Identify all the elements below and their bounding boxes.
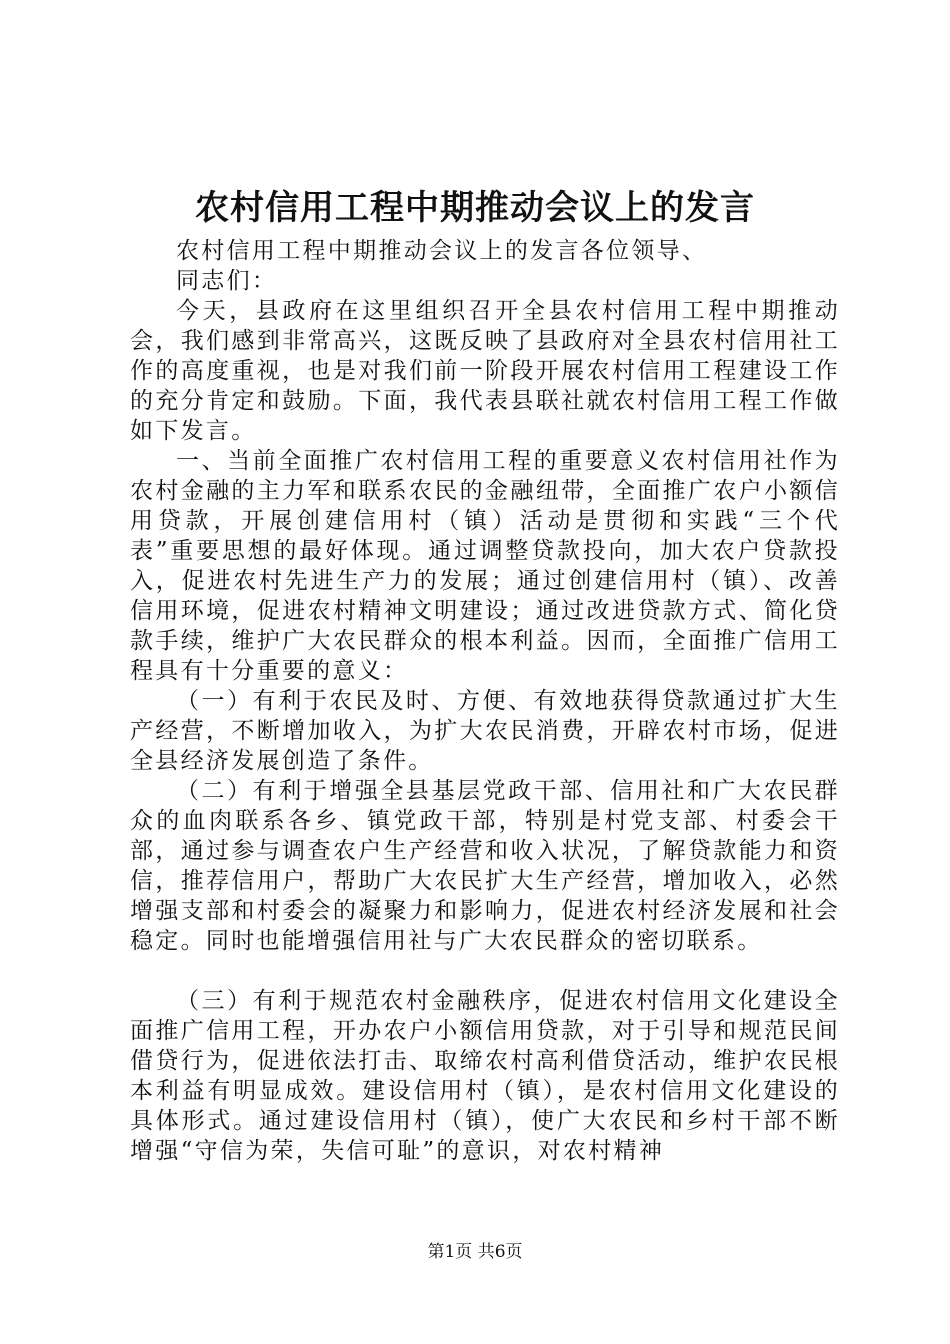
paragraph-section-one: 一、当前全面推广农村信用工程的重要意义农村信用社作为农村金融的主力军和联系农民的金融纽带，全面推广农户小额信用贷款，开展创建信用村（镇）活动是贯彻和实践“三个代表”重要思想的最好体现。通过调整贷款投向，加大农户贷款投入，促进农村先进生产力的发展；通过创建信用村（镇）、改善信用环境，促进农村精神文明建设；通过改进贷款方式、简化贷款手续，维护广大农民群众的根本利益。因而，全面推广信用工程具有十分重要的意义：	[130, 448, 840, 684]
paragraph-point-two: （二）有利于增强全县基层党政干部、信用社和广大农民群众的血肉联系各乡、镇党政干部，特别是村党支部、村委会干部，通过参与调查农户生产经营和收入状况，了解贷款能力和资信，推荐信用户，帮助广大农民扩大生产经营，增加收入，必然增强支部和村委会的凝聚力和影响力，促进农村经济发展和社会稳定。同时也能增强信用社与广大农民群众的密切联系。	[130, 778, 840, 954]
paragraph-salutation: 同志们：	[176, 268, 278, 294]
paragraph-point-three: （三）有利于规范农村金融秩序，促进农村信用文化建设全面推广信用工程，开办农户小额信用贷款，对于引导和规范民间借贷行为，促进依法打击、取缔农村高利借贷活动，维护农民根本利益有明显成效。建设信用村（镇），是农村信用文化建设的具体形式。通过建设信用村（镇），使广大农民和乡村干部不断增强“守信为荣，失信可耻”的意识，对农村精神	[130, 988, 840, 1164]
paragraph-introduction: 今天，县政府在这里组织召开全县农村信用工程中期推动会，我们感到非常高兴，这既反映了县政府对全县农村信用社工作的高度重视，也是对我们前一阶段开展农村信用工程建设工作的充分肯定和鼓励。下面，我代表县联社就农村信用工程工作做如下发言。	[130, 298, 840, 444]
paragraph-point-one: （一）有利于农民及时、方便、有效地获得贷款通过扩大生产经营，不断增加收入，为扩大农民消费，开辟农村市场，促进全县经济发展创造了条件。	[130, 688, 840, 774]
document-title: 农村信用工程中期推动会议上的发言	[195, 188, 755, 228]
document-body	[130, 236, 840, 1166]
paragraph-opening: 农村信用工程中期推动会议上的发言各位领导、	[176, 238, 708, 264]
page-number: 第1页 共6页	[427, 1242, 523, 1262]
